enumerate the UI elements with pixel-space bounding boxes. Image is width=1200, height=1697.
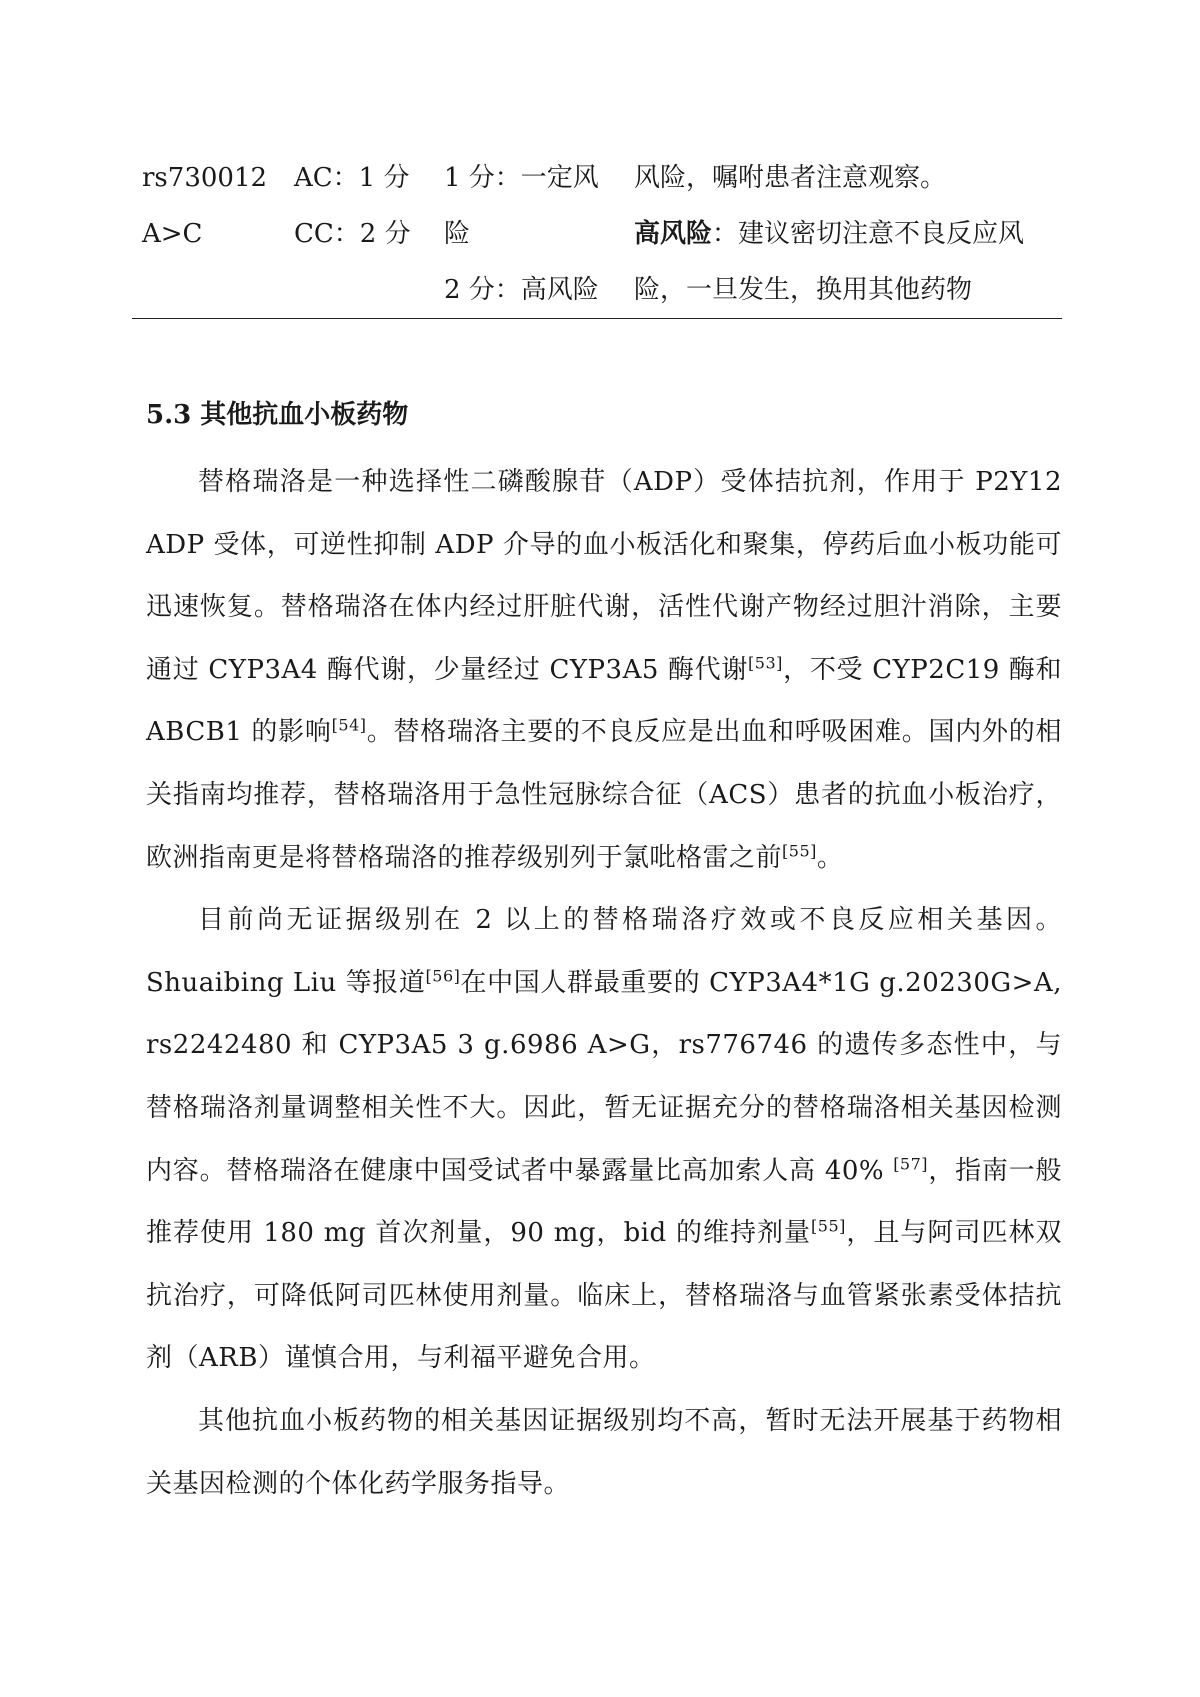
table-cell-advice: 险，一旦发生，换用其他药物 <box>634 275 973 305</box>
citation: [53] <box>748 653 783 673</box>
citation: [55] <box>811 1216 846 1236</box>
section-body <box>146 395 1062 1515</box>
section-heading: 5.3 其他抗血小板药物 <box>146 400 409 430</box>
table-cell-snp: rs730012 <box>142 163 268 193</box>
citation: [56] <box>425 966 461 986</box>
table-bottom-rule <box>132 318 1062 319</box>
table-cell-score: 2 分：高风险 <box>444 275 599 305</box>
citation: [54] <box>331 715 367 735</box>
table-cell-genotype: CC：2 分 <box>294 219 411 249</box>
paragraph-ticagrelor-overview: 替格瑞洛是一种选择性二磷酸腺苷（ADP）受体拮抗剂，作用于 P2Y12 ADP 受体，可逆性抑制 ADP 介导的血小板活化和聚集，停药后血小板功能可迅速恢复。替格瑞洛在体内经过肝脏代谢，活性代谢产物经过胆汁消除，主要通过 CYP3A4 酶代谢，少量经过 CYP3A5 酶代谢[53]，不受 CYP2C19 酶和 ABCB1 的影响[54]。替格瑞洛主要的不良反应是出血和呼吸困难。国内外的相关指南均推荐，替格瑞洛用于急性冠脉综合征（ACS）患者的抗血小板治疗，欧洲指南更是将替格瑞洛的推荐级别列于氯吡格雷之前[55]。 <box>146 467 1062 873</box>
table-cell-score: 1 分：一定风 <box>444 163 599 193</box>
citation: [57] <box>893 1153 929 1173</box>
table-cell-snp: A>C <box>142 219 203 249</box>
table-cell-advice: 风险，嘱咐患者注意观察。 <box>634 163 947 193</box>
table-cell-advice <box>634 206 1054 262</box>
table-cell-score: 险 <box>444 219 471 249</box>
table-cell-genotype: AC：1 分 <box>294 163 410 193</box>
high-risk-label: 高风险 <box>634 219 713 249</box>
high-risk-advice: ：建议密切注意不良反应风 <box>712 219 1025 249</box>
paragraph-ticagrelor-genetics: 目前尚无证据级别在 2 以上的替格瑞洛疗效或不良反应相关基因。Shuaibing Liu 等报道[56]在中国人群最重要的 CYP3A4*1G g.20230G>A, rs2242480 和 CYP3A5 3 g.6986 A>G，rs776746 的遗传多态性中，与替格瑞洛剂量调整相关性不大。因此，暂无证据充分的替格瑞洛相关基因检测内容。替格瑞洛在健康中国受试者中暴露量比高加索人高 40% [57]，指南一般推荐使用 180 mg 首次剂量，90 mg，bid 的维持剂量[55]，且与阿司匹林双抗治疗，可降低阿司匹林使用剂量。临床上，替格瑞洛与血管紧张素受体拮抗剂（ARB）谨慎合用，与利福平避免合用。 <box>146 905 1062 1374</box>
genotype-risk-table <box>132 150 1062 320</box>
citation: [55] <box>782 840 817 860</box>
paragraph-other-antiplatelet: 其他抗血小板药物的相关基因证据级别均不高，暂时无法开展基于药物相关基因检测的个体化药学服务指导。 <box>146 1405 1062 1499</box>
